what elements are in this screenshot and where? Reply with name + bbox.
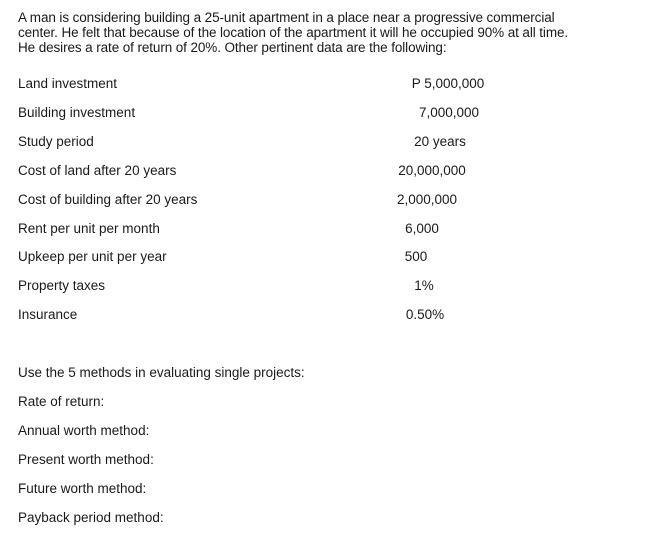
method-item: Present worth method: [18, 452, 154, 467]
row-value: 500 [404, 249, 428, 264]
table-row [18, 307, 618, 327]
row-label: Land investment [18, 76, 118, 91]
row-label: Upkeep per unit per year [18, 249, 167, 264]
problem-line-2: center. He felt that because of the location of the apartment it will he occupied 90% at all time. [18, 25, 569, 40]
row-label: Rent per unit per month [18, 221, 160, 236]
table-row [18, 134, 618, 154]
method-item: Rate of return: [18, 394, 105, 409]
row-value: 7,000,000 [418, 105, 480, 120]
row-value: 6,000 [405, 221, 439, 236]
row-value: 20 years [414, 134, 466, 149]
row-label: Building investment [18, 105, 136, 120]
row-label: Insurance [18, 307, 78, 322]
row-label: Study period [18, 134, 94, 149]
table-row [18, 192, 618, 212]
row-value: 1% [414, 278, 434, 293]
row-value: 2,000,000 [396, 192, 458, 207]
row-value: 0.50% [405, 307, 445, 322]
table-row [18, 278, 618, 298]
table-row [18, 221, 618, 241]
table-row [18, 249, 618, 269]
problem-statement [18, 10, 648, 55]
row-label: Property taxes [18, 278, 106, 293]
method-item: Future worth method: [18, 481, 147, 496]
row-value: P 5,000,000 [411, 76, 485, 91]
method-item: Annual worth method: [18, 423, 150, 438]
table-row [18, 163, 618, 183]
table-row [18, 76, 618, 96]
problem-line-1: A man is considering building a 25-unit apartment in a place near a progressive commercial [18, 10, 555, 25]
row-label: Cost of land after 20 years [18, 163, 177, 178]
method-item: Payback period method: [18, 510, 164, 525]
table-row [18, 105, 618, 125]
row-value: 20,000,000 [398, 163, 466, 178]
problem-line-3: He desires a rate of return of 20%. Other pertinent data are the following: [18, 40, 447, 55]
row-label: Cost of building after 20 years [18, 192, 198, 207]
instructions-heading: Use the 5 methods in evaluating single projects: [18, 365, 305, 380]
